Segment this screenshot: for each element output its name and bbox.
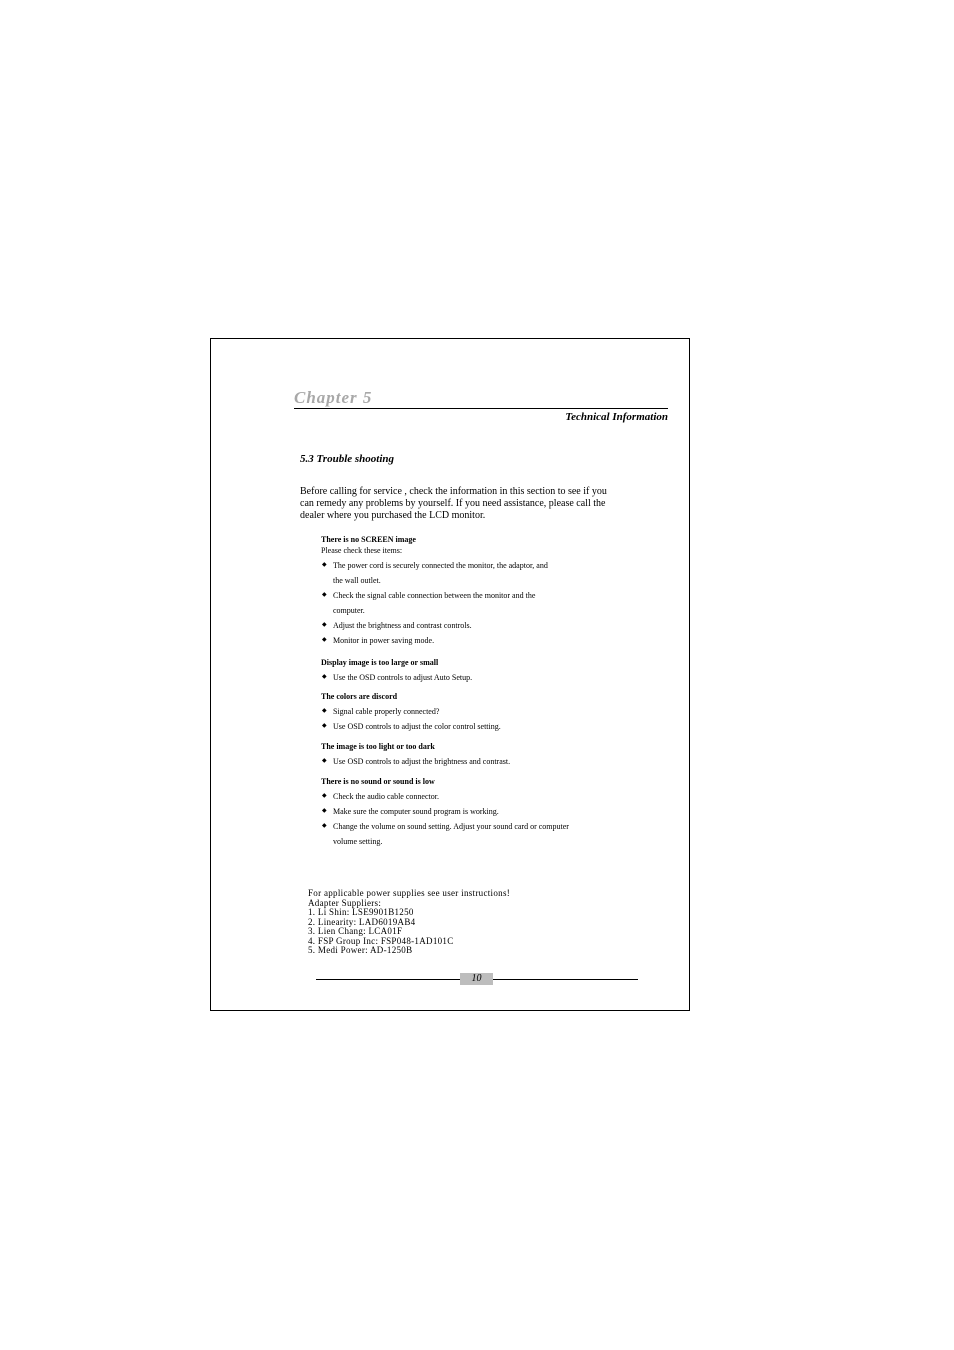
intro-line: can remedy any problems by yourself. If you need assistance, please call the — [300, 498, 606, 509]
item-line: ◆ Monitor in power saving mode. — [333, 636, 435, 645]
bullet-list — [321, 789, 621, 849]
item-line: the wall outlet. — [333, 576, 381, 585]
item-line: ◆ Check the signal cable connection between the monitor and the — [333, 591, 536, 600]
supplier-item: 4. FSP Group Inc: FSP048-1AD101C — [308, 935, 454, 946]
suppliers-heading: Adapter Suppliers: — [308, 897, 382, 908]
list-item — [321, 804, 621, 819]
bullet-list — [321, 754, 621, 769]
intro-line: Before calling for service , check the information in this section to see if you — [300, 486, 607, 497]
group-sound — [321, 776, 621, 849]
adapter-suppliers — [308, 889, 510, 956]
item-line: ◆ Change the volume on sound setting. Adjust your sound card or computer — [333, 822, 569, 831]
group-brightness — [321, 741, 621, 769]
item-line: computer. — [333, 606, 365, 615]
item-line: ◆ Use OSD controls to adjust the brightness and contrast. — [333, 757, 511, 766]
group-title: The colors are discord — [321, 692, 398, 701]
group-title: There is no SCREEN image — [321, 535, 416, 544]
list-item — [321, 588, 621, 618]
footer-rule-left — [316, 979, 460, 980]
group-title: Display image is too large or small — [321, 658, 439, 667]
list-item — [321, 819, 621, 849]
intro-line: dealer where you purchased the LCD monitor. — [300, 510, 486, 521]
footer-rule-right — [493, 979, 638, 980]
supplier-item: 3. Lien Chang: LCA01F — [308, 926, 403, 936]
suppliers-note: For applicable power supplies see user instructions! — [308, 888, 511, 898]
item-line: ◆ Check the audio cable connector. — [333, 792, 439, 801]
group-title: The image is too light or too dark — [321, 742, 435, 751]
page-number: 10 — [460, 973, 493, 985]
item-line: volume setting. — [333, 837, 383, 846]
list-item — [321, 789, 621, 804]
item-line: ◆ Use OSD controls to adjust the color control setting. — [333, 722, 501, 731]
list-item — [321, 618, 621, 633]
bullet-list — [321, 558, 621, 648]
group-colors — [321, 691, 621, 734]
item-line: ◆ The power cord is securely connected the monitor, the adaptor, and — [333, 561, 548, 570]
group-display-size — [321, 657, 621, 685]
chapter-rule — [294, 408, 668, 409]
group-subtitle: Please check these items: — [321, 546, 403, 555]
supplier-item: 5. Medi Power: AD-1250B — [308, 945, 413, 955]
list-item — [321, 558, 621, 588]
list-item — [321, 754, 621, 769]
item-line: ◆ Use the OSD controls to adjust Auto Setup. — [333, 673, 473, 682]
section-title: 5.3 Trouble shooting — [300, 453, 395, 465]
list-item — [321, 633, 621, 648]
group-title: There is no sound or sound is low — [321, 777, 435, 786]
list-item — [321, 670, 621, 685]
bullet-list — [321, 704, 621, 734]
supplier-item: 2. Linearity: LAD6019AB4 — [308, 916, 416, 927]
bullet-list — [321, 670, 621, 685]
supplier-item: 1. Li Shin: LSE9901B1250 — [308, 907, 414, 917]
item-line: ◆ Make sure the computer sound program is working. — [333, 807, 499, 816]
list-item — [321, 704, 621, 719]
chapter-title: Chapter 5 — [294, 388, 373, 407]
list-item — [321, 719, 621, 734]
troubleshooting-list — [321, 534, 621, 849]
group-no-screen — [321, 534, 621, 648]
section-header: Technical Information — [565, 411, 668, 423]
intro-paragraph — [300, 486, 630, 522]
item-line: ◆ Signal cable properly connected? — [333, 707, 440, 716]
item-line: ◆ Adjust the brightness and contrast controls. — [333, 621, 472, 630]
